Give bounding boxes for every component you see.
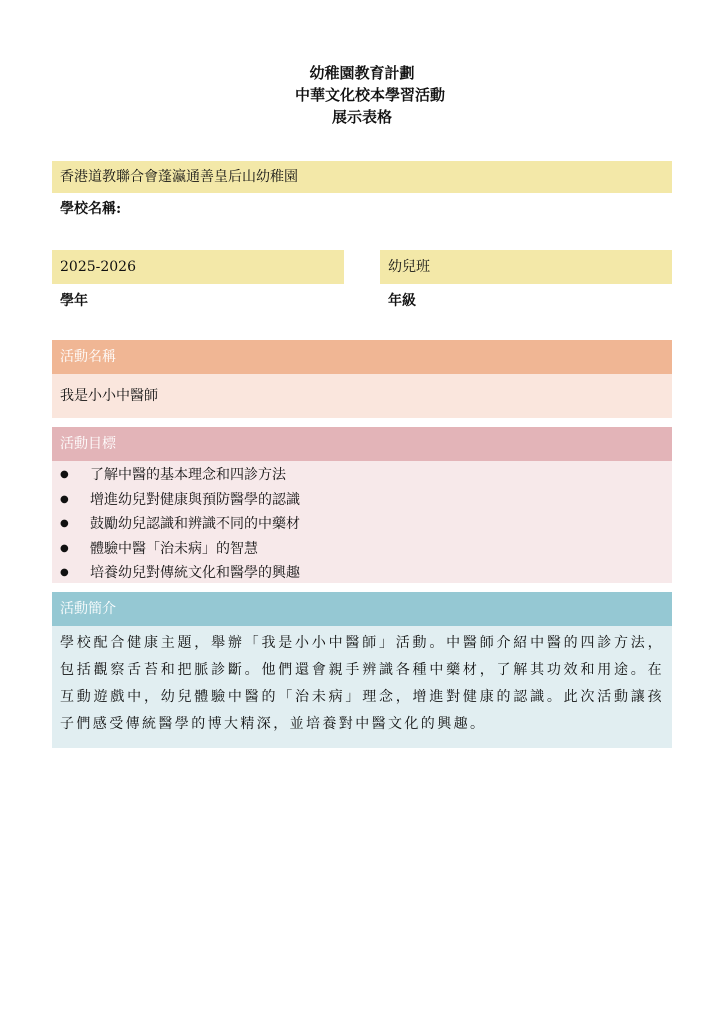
bullet-icon: ●: [60, 469, 69, 480]
introduction-header: 活動簡介: [52, 592, 672, 626]
grade-label: 年級: [388, 293, 416, 309]
activity-name-value: 我是小小中醫師: [52, 374, 672, 418]
document-title: [0, 62, 724, 128]
title-line-2: 中華文化校本學習活動: [294, 86, 445, 104]
objective-text: 培養幼兒對傳統文化和醫學的興趣: [90, 565, 300, 582]
introduction-box: [52, 626, 672, 748]
bullet-icon: ●: [60, 518, 69, 530]
bullet-icon: ●: [60, 493, 69, 505]
school-name-label: 學校名稱:: [60, 201, 122, 217]
list-item: [60, 463, 672, 488]
objective-text: 了解中醫的基本理念和四診方法: [90, 467, 286, 483]
school-name-field: 香港道教聯合會蓬瀛通善皇后山幼稚園: [52, 161, 672, 193]
objective-text: 鼓勵幼兒認識和辨識不同的中藥材: [90, 516, 300, 533]
school-year-label: 學年: [60, 293, 88, 309]
list-item: [60, 488, 672, 513]
objective-text: 體驗中醫「治未病」的智慧: [90, 540, 258, 557]
title-line-3: 展示表格: [331, 108, 392, 126]
objective-text: 增進幼兒對健康與預防醫學的認識: [90, 491, 300, 508]
bullet-icon: ●: [60, 542, 69, 554]
list-item: [60, 561, 672, 586]
introduction-text: 學校配合健康主題，舉辦「我是小小中醫師」活動。中醫師介紹中醫的四診方法，包括觀察舌苔和把脈診斷。他們還會親手辨識各種中藥材，了解其功效和用途。在互動遊戲中，幼兒體驗中醫的「治未病」理念，增進對健康的認識。此次活動讓孩子們感受傳統醫學的博大精深，並培養對中醫文化的興趣。: [60, 635, 664, 732]
list-item: [60, 512, 672, 537]
grade-field: 幼兒班: [380, 250, 672, 284]
school-year-field: 2025-2026: [52, 250, 344, 284]
bullet-icon: ●: [60, 567, 69, 579]
objectives-list: [52, 461, 672, 586]
list-item: [60, 537, 672, 562]
activity-name-header: 活動名稱: [52, 340, 672, 374]
objectives-header: 活動目標: [52, 427, 672, 461]
title-line-1: 幼稚園教育計劃: [309, 64, 415, 82]
objectives-list-box: [52, 461, 672, 583]
